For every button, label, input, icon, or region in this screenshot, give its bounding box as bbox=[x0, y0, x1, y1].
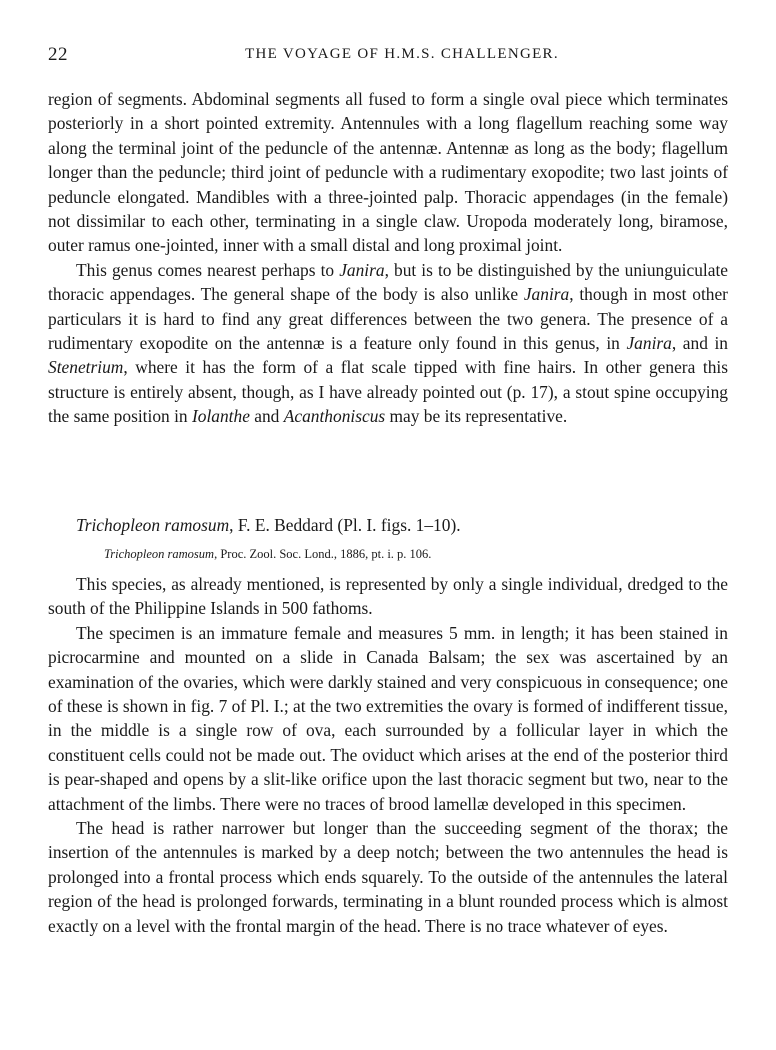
citation-species-name: Trichopleon ramosum bbox=[104, 547, 215, 561]
taxon-name: Acanthoniscus bbox=[283, 406, 386, 427]
text-run: may be its representative. bbox=[385, 406, 568, 427]
text-run: , but is to be distinguished by the uniunguiculate thoracic appendages. The general shape of the body is also unlike bbox=[48, 259, 728, 305]
citation-reference: , Proc. Zool. Soc. Lond., 1886, pt. i. p. 106. bbox=[214, 547, 432, 561]
species-name: Trichopleon ramosum bbox=[76, 515, 230, 535]
taxon-name: Janira bbox=[339, 259, 385, 280]
genus-description-block bbox=[48, 87, 728, 429]
species-citation bbox=[104, 546, 431, 562]
head-description-paragraph: The head is rather narrower but longer than the succeeding segment of the thorax; the insertion of the antennules is marked by a deep notch; between the two antennules the head is prolonged into a frontal process which ends squarely. To the outside of the antennules the lateral region of the head is prolonged forwards, terminating in a blunt rounded process which is almost exactly on a level with the frontal margin of the head. There is no trace whatever of eyes. bbox=[48, 818, 728, 936]
occurrence-paragraph: This species, as already mentioned, is represented by only a single individual, dredged to the south of the Philippine Islands in 500 fathoms. bbox=[48, 574, 728, 619]
text-run: , where it has the form of a flat scale tipped with fine hairs. In other genera this structure is entirely absent, though, as I have already pointed out (p. 17), a stout spine occupying the same position in bbox=[48, 357, 728, 427]
page-number: 22 bbox=[48, 44, 68, 65]
text-run: , though in most other particulars it is hard to find any great differences between the two genera. The presence of a rudimentary exopodite on the antennæ is a feature only found in this genus, in bbox=[48, 284, 728, 354]
running-head bbox=[48, 44, 730, 68]
text-run: and bbox=[249, 406, 284, 427]
running-title: THE VOYAGE OF H.M.S. CHALLENGER. bbox=[245, 46, 559, 62]
species-heading bbox=[76, 514, 461, 536]
genus-comparison-paragraph bbox=[48, 258, 728, 429]
taxon-name: Janira bbox=[523, 284, 570, 305]
taxon-name: Janira bbox=[626, 333, 672, 354]
text-run: This genus comes nearest perhaps to bbox=[76, 259, 340, 280]
text-run: , and in bbox=[671, 333, 729, 354]
genus-diagnosis-paragraph: region of segments. Abdominal segments all fused to form a single oval piece which terminates posteriorly in a short pointed extremity. Antennules with a long flagellum reaching some way along the terminal joint of the peduncle of the antennæ. Antennæ as long as the body; flagellum longer than the peduncle; third joint of peduncle with a rudimentary exopodite; two last joints of peduncle elongated. Mandibles with a three-jointed palp. Thoracic appendages (in the female) not dissimilar to each other, terminating in a single claw. Uropoda moderately long, biramose, outer ramus one-jointed, inner with a small distal and long proximal joint. bbox=[48, 89, 728, 256]
taxon-name: Iolanthe bbox=[191, 406, 250, 427]
species-authority: , F. E. Beddard (Pl. I. figs. 1–10). bbox=[229, 515, 461, 535]
specimen-paragraph: The specimen is an immature female and measures 5 mm. in length; it has been stained in picrocarmine and mounted on a slide in Canada Balsam; the sex was ascertained by an examination of the ovaries, which were darkly stained and very conspicuous in consequence; one of these is shown in fig. 7 of Pl. I.; at the two extremities the ovary is formed of indifferent tissue, in the middle is a single row of ova, each surrounded by a follicular layer in which the constituent cells could not be made out. The oviduct which arises at the end of the posterior third is pear-shaped and opens by a slit-like orifice upon the last thoracic segment but two, near to the attachment of the limbs. There were no traces of brood lamellæ developed in this specimen. bbox=[48, 622, 728, 814]
species-description-block bbox=[48, 572, 728, 938]
taxon-name: Stenetrium bbox=[48, 357, 124, 378]
